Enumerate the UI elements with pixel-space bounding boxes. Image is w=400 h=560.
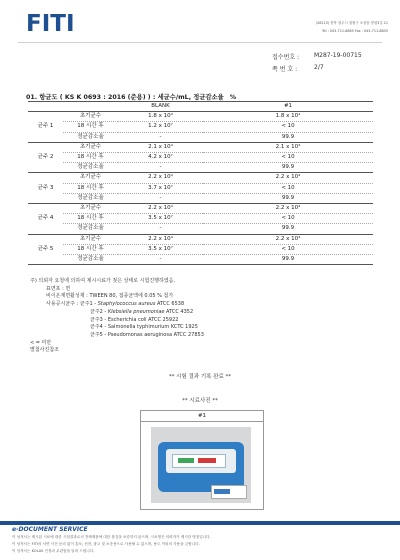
sample-cell: < 10 (203, 153, 373, 163)
metric-cell: 정균감소율 (63, 224, 118, 234)
footer-line-1: 이 성적서는 제시된 시료에 대한 시험결과로서 전체제품에 대한 품질을 보증하지 않으며, 시료명은 의뢰자가 제시한 명칭입니다. (12, 535, 211, 539)
strain2-atcc: ATCC 4352 (164, 308, 194, 315)
table-row (28, 193, 373, 203)
notes-block (30, 278, 204, 355)
sample-tag-logo (214, 489, 230, 494)
metric-cell: 18 시간 후 (63, 153, 118, 163)
metric-cell: 18 시간 후 (63, 122, 118, 132)
sample-cell: 2.2 x 10⁴ (203, 173, 373, 183)
sample-cell: 2.2 x 10⁴ (203, 204, 373, 214)
blank-cell: 1.2 x 10⁷ (118, 122, 203, 132)
table-row (28, 153, 373, 163)
note-wet-sample: 주) 의뢰자 요청에 의하여 제시시료가 젖은 상태로 시험진행하였음. (30, 278, 176, 284)
note-attachment: 별첨사진참조 (30, 347, 59, 354)
metric-cell: 초기균수 (63, 234, 118, 244)
sample-cell: 2.2 x 10⁴ (203, 234, 373, 244)
table-row (28, 244, 373, 254)
strain-label: 균주 5 (28, 234, 63, 265)
metric-cell: 정균감소율 (63, 255, 118, 265)
fiti-logo (26, 8, 96, 36)
sample-cell: 99.9 (203, 163, 373, 173)
sample-cell: < 10 (203, 214, 373, 224)
metric-cell: 18 시간 후 (63, 214, 118, 224)
sample-cell: 99.9 (203, 132, 373, 142)
strain1-atcc: ATCC 6538 (155, 301, 185, 308)
metric-cell: 초기균수 (63, 112, 118, 122)
blank-cell: 3.5 x 10⁷ (118, 244, 203, 254)
sample-cell: < 10 (203, 244, 373, 254)
header-divider (18, 42, 382, 43)
blank-cell: 3.7 x 10⁷ (118, 183, 203, 193)
page-value: 2/7 (314, 64, 324, 71)
footer-line-3: 이 성적서는 KOLAS 인정과 무관함을 알려 드립니다. (12, 549, 95, 553)
table-row (28, 173, 373, 183)
sample-tag (211, 485, 247, 499)
header-cell (28, 102, 63, 112)
metric-cell: 18 시간 후 (63, 183, 118, 193)
strain-label: 균주 4 (28, 204, 63, 235)
strain1-species: Staphylococcus aureus (97, 301, 156, 308)
sample-cell: 1.8 x 10⁴ (203, 112, 373, 122)
sample-photo-frame (140, 410, 264, 510)
table-row (28, 122, 373, 132)
blank-cell: 2.2 x 10⁴ (118, 234, 203, 244)
strain1-prefix: 균주1 - (79, 301, 98, 308)
sample-photo (151, 427, 251, 503)
header-cell (63, 102, 118, 112)
note-less-than: < = 미만 (30, 339, 52, 346)
section-title (26, 92, 236, 101)
header-cell-sample: #1 (203, 102, 373, 112)
metric-cell: 정균감소율 (63, 163, 118, 173)
results-complete: ** 시험 결과 기록 완료 ** (168, 374, 232, 380)
strain2-prefix: 균주2 - (90, 308, 108, 315)
sample-cell: < 10 (203, 183, 373, 193)
table-row (28, 224, 373, 234)
table-row (28, 183, 373, 193)
blank-cell: 2.2 x 10⁴ (118, 173, 203, 183)
blank-cell: - (118, 132, 203, 142)
metric-cell: 초기균수 (63, 142, 118, 152)
table-row (28, 163, 373, 173)
table-row (28, 112, 373, 122)
blank-cell: - (118, 163, 203, 173)
blank-cell: - (118, 193, 203, 203)
address-line: (28115) 충북 청주시 청원구 오창읍 양청3길 21 (315, 21, 388, 25)
blank-cell: - (118, 255, 203, 265)
footer-title: e-DOCUMENT SERVICE (12, 526, 88, 533)
receipt-label: 접수번호 : (272, 54, 300, 61)
table-row (28, 132, 373, 142)
sample-cell: 99.9 (203, 193, 373, 203)
section-unit: % (229, 94, 237, 101)
note-sample-surface: 표면포 : 면 (46, 285, 71, 292)
sample-cell: < 10 (203, 122, 373, 132)
metric-cell: 초기균수 (63, 173, 118, 183)
blank-cell: 1.8 x 10⁴ (118, 112, 203, 122)
strain-label: 균주 3 (28, 173, 63, 204)
phone-line: Tel : 043-711-8865 Fax : 043-711-8805 (322, 29, 388, 33)
note-strain-3: 균주3 - Escherichia coli ATCC 25922 (90, 316, 179, 323)
strain-label: 균주 2 (28, 142, 63, 173)
blank-cell: 4.2 x 10⁷ (118, 153, 203, 163)
section-title-text: 01. 항균도 ( KS K 0693 : 2016 (준용) ) : 세균수/mL, 정균감소율 (26, 94, 224, 101)
sample-cell: 99.9 (203, 255, 373, 265)
strains-label: 사용공시균주 : (46, 301, 80, 308)
page-label: 쪽 번 호 : (272, 66, 298, 73)
table-row (28, 255, 373, 265)
metric-cell: 초기균수 (63, 204, 118, 214)
note-nonionic: 비이온계면활성제 : TWEEN 80, 접종균액에 0.05 % 첨가 (46, 293, 174, 300)
blank-cell: 2.1 x 10⁴ (118, 142, 203, 152)
receipt-value: M287-19-00715 (314, 52, 362, 59)
note-strain-1 (30, 301, 204, 309)
strain2-species: Klebsiella pneumoniae (107, 308, 165, 315)
table-header-row (28, 102, 373, 112)
blank-cell: 2.2 x 10⁴ (118, 204, 203, 214)
footer-line-2: 이 성적서는 FITI의 서면 사전 동의 없이 홍보, 선전, 광고 및 소송용으로 사용될 수 없으며, 용도 이외의 사용을 금합니다. (12, 542, 200, 546)
table-row (28, 214, 373, 224)
sample-cell: 2.1 x 10⁴ (203, 142, 373, 152)
metric-cell: 정균감소율 (63, 193, 118, 203)
strain-label: 균주 1 (28, 112, 63, 143)
photo-title: ** 시료사진 ** (182, 398, 218, 404)
pack-label-green (178, 458, 194, 463)
sample-cell: 99.9 (203, 224, 373, 234)
header-cell-blank: BLANK (118, 102, 203, 112)
footer-band (0, 521, 400, 525)
sample-photo-label: #1 (141, 411, 263, 422)
pack-label-red (198, 458, 216, 463)
table-row (28, 234, 373, 244)
metric-cell: 18 시간 후 (63, 244, 118, 254)
metric-cell: 정균감소율 (63, 132, 118, 142)
note-strain-5: 균주5 - Pseudomonas aeruginosa ATCC 27853 (90, 331, 204, 338)
table-row (28, 142, 373, 152)
results-table (28, 101, 373, 265)
svg-text:FITI: FITI (26, 11, 75, 36)
note-strain-4: 균주4 - Salmonella typhimurium KCTC 1925 (90, 324, 198, 331)
blank-cell: 3.5 x 10⁷ (118, 214, 203, 224)
blank-cell: - (118, 224, 203, 234)
table-row (28, 204, 373, 214)
note-strain-2 (30, 309, 204, 317)
